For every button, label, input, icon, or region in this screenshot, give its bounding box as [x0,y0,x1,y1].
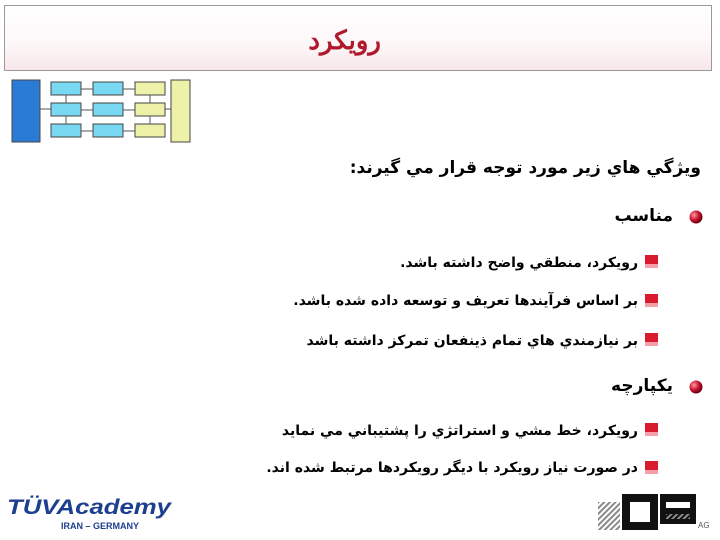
list-item: رويكرد، منطقي واضح داشته باشد. [400,255,638,271]
square-bullet-icon [645,331,658,344]
section-heading: يكپارچه [611,376,673,396]
list-item: رويكرد، خط مشي و استراتژي را پشتيباني مي نمايد [281,423,638,439]
model-diagram-icon [11,79,191,143]
tuv-subtitle-text: IRAN – GERMANY [61,521,140,531]
red-ball-bullet-icon [689,210,703,224]
title-banner [4,5,712,71]
tuv-brand-text: TÜVAcademy [7,496,173,519]
section-integrated [301,376,701,400]
cms-logo [596,492,714,534]
tuv-academy-logo [5,494,175,534]
square-bullet-icon [645,253,658,266]
square-bullet-icon [645,459,658,472]
square-bullet-icon [645,421,658,434]
red-ball-bullet-icon [689,380,703,394]
square-bullet-icon [645,292,658,305]
list-item: بر اساس فرآيندها تعريف و توسعه داده شده باشد. [293,293,638,309]
list-item: در صورت نياز رويكرد با ديگر رويكردها مرتبط شده اند. [266,460,638,476]
cms-ag-text: AG [698,521,710,530]
list-item: بر نيازمندي هاي تمام ذينفعان تمركز داشته باشد [306,333,638,349]
intro-text: ويژگي هاي زير مورد توجه قرار مي گيرند: [349,158,701,178]
section-appropriate [301,206,701,230]
section-heading: مناسب [614,206,673,226]
slide-title: رويكرد [308,26,381,56]
